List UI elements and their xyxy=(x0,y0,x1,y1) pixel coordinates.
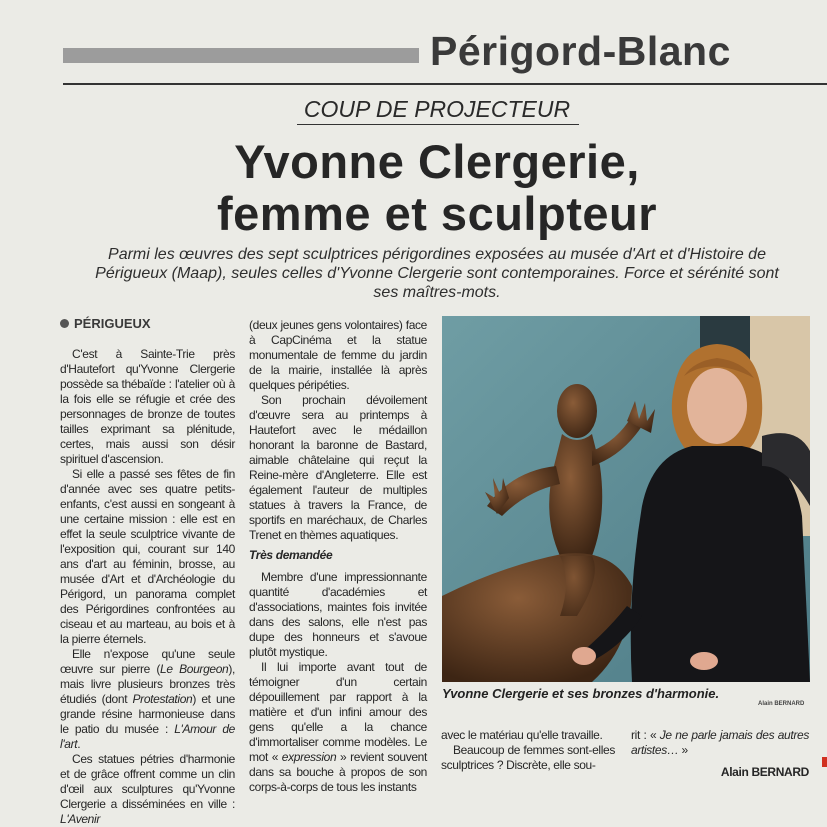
paragraph: C'est à Sainte-Trie près d'Hautefort qu'Yvonne Clergerie possède sa thébaïde : l'atelier où à la fois elle se réfugie et crée des personnages de bronze de toutes tailles exprimant sa plénitude, certes, mais aussi son désir spirituel d'ascension. xyxy=(60,347,235,466)
paragraph: Elle n'expose qu'une seule œuvre sur pierre (Le Bourgeon), mais livre plusieurs bronzes très étudiés (dont Protestation) et une grande résine harmonieuse dans le patio du musée : L'Amour de l'art. xyxy=(60,647,236,751)
top-rule xyxy=(63,83,827,85)
section-name: Périgord-Blanc xyxy=(430,28,731,74)
photo-illustration xyxy=(442,316,810,682)
paragraph: (deux jeunes gens volontaires) face à CapCinéma et la statue monumentale de femme du jardin de la mairie, installée là après quelques péripéties. xyxy=(249,318,427,392)
photo-credit: Alain BERNARD xyxy=(758,701,805,707)
paragraph: Beaucoup de femmes sont-elles sculptrices ? Discrète, elle sou- xyxy=(441,743,615,772)
section-bar xyxy=(63,48,419,63)
article-column-1 xyxy=(60,347,235,827)
headline-line-1: Yvonne Clergerie, xyxy=(234,135,640,188)
dateline-text: PÉRIGUEUX xyxy=(74,316,151,331)
page-edge-mark xyxy=(822,757,827,767)
paragraph: Ces statues pétries d'harmonie et de grâce offrent comme un clin d'œil aux sculptures qu'Yvonne Clergerie a disséminées en ville : L'Avenir xyxy=(60,752,235,826)
article-column-3 xyxy=(441,728,615,773)
kicker: COUP DE PROJECTEUR xyxy=(303,96,571,122)
quote: Je ne parle jamais des autres artistes… xyxy=(631,728,809,757)
artwork-title: Le Bourgeon xyxy=(160,662,229,676)
paragraph: Il lui importe avant tout de témoigner d'un certain dépouillement par rapport à la matière et d'un infini amour des gens qu'elle a la chance d'immortaliser comme modèles. Le mot « expression » revient souvent dans sa bouche à propos de son corps-à-corps de tous les instants xyxy=(249,660,427,794)
paragraph: Membre d'une impressionnante quantité d'académies et d'associations, maintes fois invitée dans des salons, elle n'est pas dupe des honneurs et s'avoue plutôt mystique. xyxy=(249,570,427,659)
paragraph: avec le matériau qu'elle travaille. xyxy=(441,728,603,742)
artwork-title: L'Amour de l'art xyxy=(60,722,235,751)
paragraph: rit : « Je ne parle jamais des autres artistes… » xyxy=(631,728,809,757)
paragraph: Si elle a passé ses fêtes de fin d'année avec ses quatre petits-enfants, c'est aussi en songeant à une certaine mission : elle est en effet la seule sculptrice vivante de l'exposition qui, courant sur 140 ans d'art au féminin, brosse, au musée d'Art et d'Archéologie du Périgord, un panorama complet des Périgordines confrontées au ciseau et au marteau, au bois et à la pierre éternels. xyxy=(60,467,235,646)
article-column-4 xyxy=(631,728,809,780)
author-signature: Alain BERNARD xyxy=(720,765,809,779)
headline-line-2: femme et sculpteur xyxy=(217,187,657,240)
bullet-icon xyxy=(60,319,69,328)
photo xyxy=(442,316,810,682)
article-column-2 xyxy=(249,318,427,795)
standfirst: Parmi les œuvres des sept sculptrices périgordines exposées au musée d'Art et d'Histoire de Périgueux (Maap), seules celles d'Yvonne Clergerie sont contemporaines. Force et sérénité sont ses maîtres-mots. xyxy=(95,246,779,301)
photo-caption: Yvonne Clergerie et ses bronzes d'harmonie. xyxy=(442,686,720,701)
subheading: Très demandée xyxy=(249,548,333,562)
paragraph: Son prochain dévoilement d'œuvre sera au printemps à Hautefort avec le médaillon honorant la baronne de Bastard, aimable châtelaine qui reçut la Reine-mère d'Angleterre. Elle est également l'auteur de multiples statues à travers la France, de sportifs en maréchaux, de Charles Trenet en thèmes aquatiques. xyxy=(249,393,427,542)
artwork-title: Protestation xyxy=(132,692,193,706)
artwork-title: L'Avenir xyxy=(60,812,100,826)
dateline xyxy=(60,316,151,332)
kicker-underline xyxy=(297,124,579,125)
